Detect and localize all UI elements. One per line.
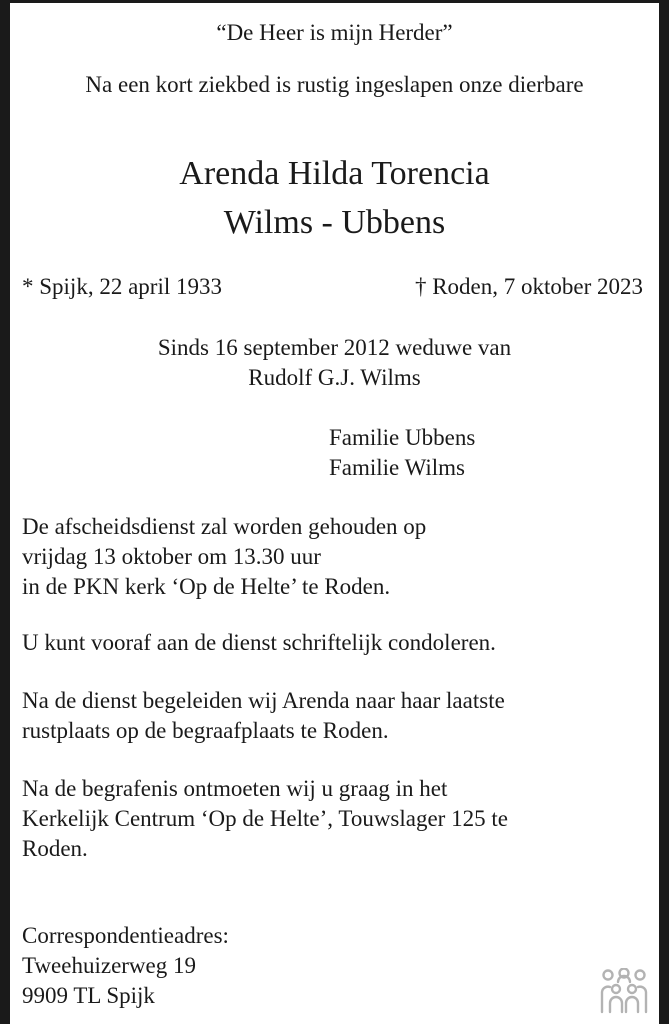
condolence-text: U kunt vooraf aan de dienst schriftelijk condoleren. (22, 630, 496, 655)
people-group-icon (599, 968, 649, 1014)
family-ubbens: Familie Ubbens (329, 425, 476, 450)
birth-info: * Spijk, 22 april 1933 (22, 274, 222, 299)
correspondence-street: Tweehuizerweg 19 (22, 953, 197, 978)
intro-text: Na een kort ziekbed is rustig ingeslapen onze dierbare (85, 72, 584, 97)
meeting-line3: Roden. (22, 836, 88, 861)
meeting-line2: Kerkelijk Centrum ‘Op de Helte’, Touwslager 125 te (22, 806, 508, 831)
service-line3: in de PKN kerk ‘Op de Helte’ te Roden. (22, 574, 391, 599)
family-wilms: Familie Wilms (329, 455, 466, 480)
service-line1: De afscheidsdienst zal worden gehouden op (22, 514, 427, 539)
deceased-name-line1: Arenda Hilda Torencia (179, 155, 490, 192)
burial-line2: rustplaats op de begraafplaats te Roden. (22, 718, 389, 743)
death-info: † Roden, 7 oktober 2023 (414, 274, 643, 299)
motto: “De Heer is mijn Herder” (216, 20, 453, 45)
meeting-line1: Na de begrafenis ontmoeten wij u graag in het (22, 776, 448, 801)
correspondence-city: 9909 TL Spijk (22, 983, 155, 1008)
burial-line1: Na de dienst begeleiden wij Arenda naar haar laatste (22, 688, 505, 713)
widow-line1: Sinds 16 september 2012 weduwe van (157, 335, 512, 360)
service-line2: vrijdag 13 oktober om 13.30 uur (22, 544, 321, 569)
widow-line2: Rudolf G.J. Wilms (248, 365, 421, 390)
deceased-name-line2: Wilms - Ubbens (223, 204, 446, 241)
correspondence-label: Correspondentieadres: (22, 923, 229, 948)
